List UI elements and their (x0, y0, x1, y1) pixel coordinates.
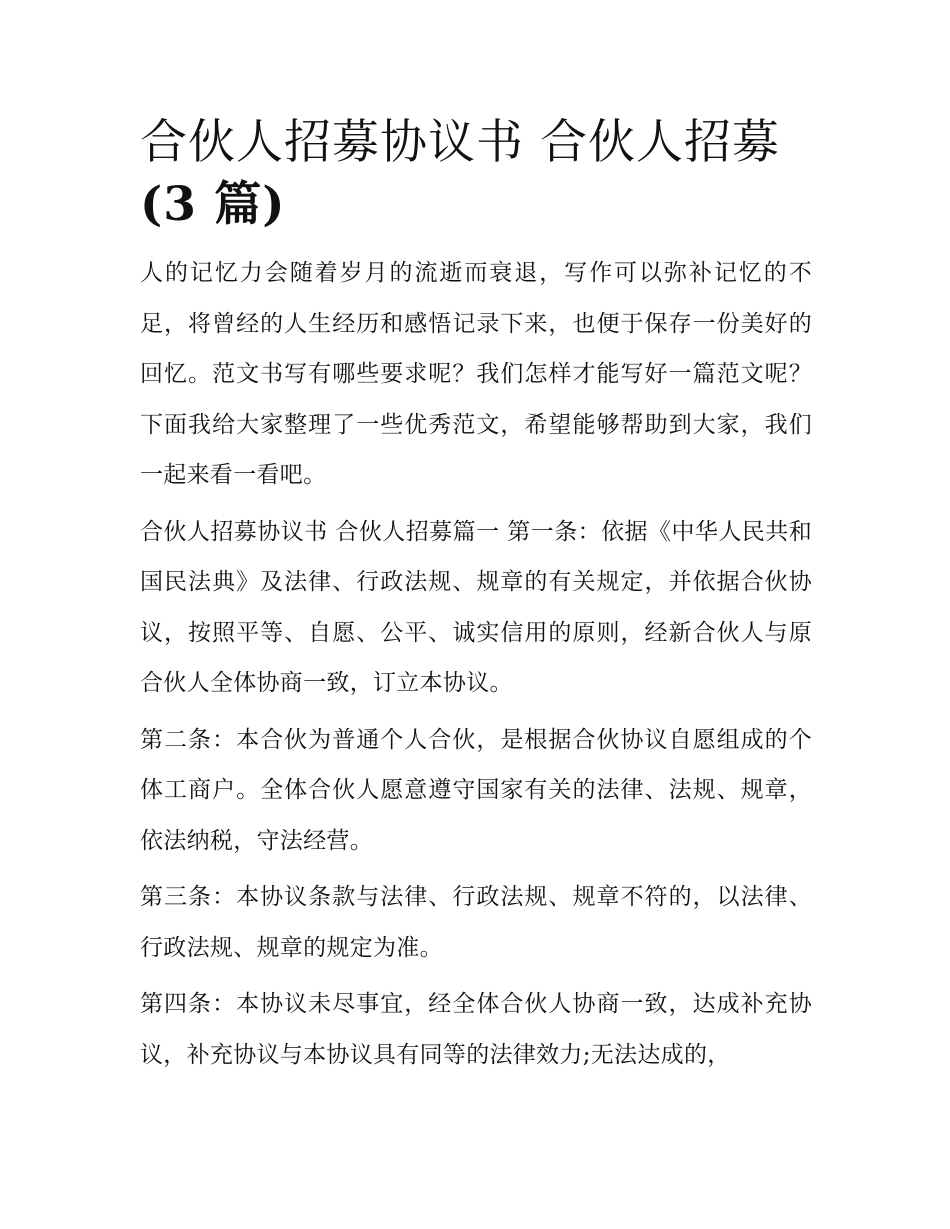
article-4-paragraph: 第四条：本协议未尽事宜，经全体合伙人协商一致，达成补充协议，补充协议与本协议具有同等的法律效力;无法达成的， (140, 991, 812, 1068)
title-line-1: 合伙人招募协议书 合伙人招募 (140, 115, 780, 170)
article-2-paragraph: 第二条：本合伙为普通个人合伙，是根据合伙协议自愿组成的个体工商户。全体合伙人愿意遵守国家有关的法律、法规、规章，依法纳税，守法经营。 (140, 726, 812, 854)
title-line-2: (3 篇) (140, 177, 286, 232)
article-1-paragraph: 合伙人招募协议书 合伙人招募篇一 第一条：依据《中华人民共和国民法典》及法律、行政法规、规章的有关规定，并依据合伙协议，按照平等、自愿、公平、诚实信用的原则，经新合伙人与原合伙人全体协商一致，订立本协议。 (140, 518, 812, 696)
page-title (140, 112, 812, 236)
intro-paragraph: 人的记忆力会随着岁月的流逝而衰退，写作可以弥补记忆的不足，将曾经的人生经历和感悟记录下来，也便于保存一份美好的回忆。范文书写有哪些要求呢？我们怎样才能写好一篇范文呢？下面我给大家整理了一些优秀范文，希望能够帮助到大家，我们一起来看一看吧。 (140, 260, 812, 488)
article-3-paragraph: 第三条：本协议条款与法律、行政法规、规章不符的，以法律、行政法规、规章的规定为准。 (140, 884, 812, 961)
